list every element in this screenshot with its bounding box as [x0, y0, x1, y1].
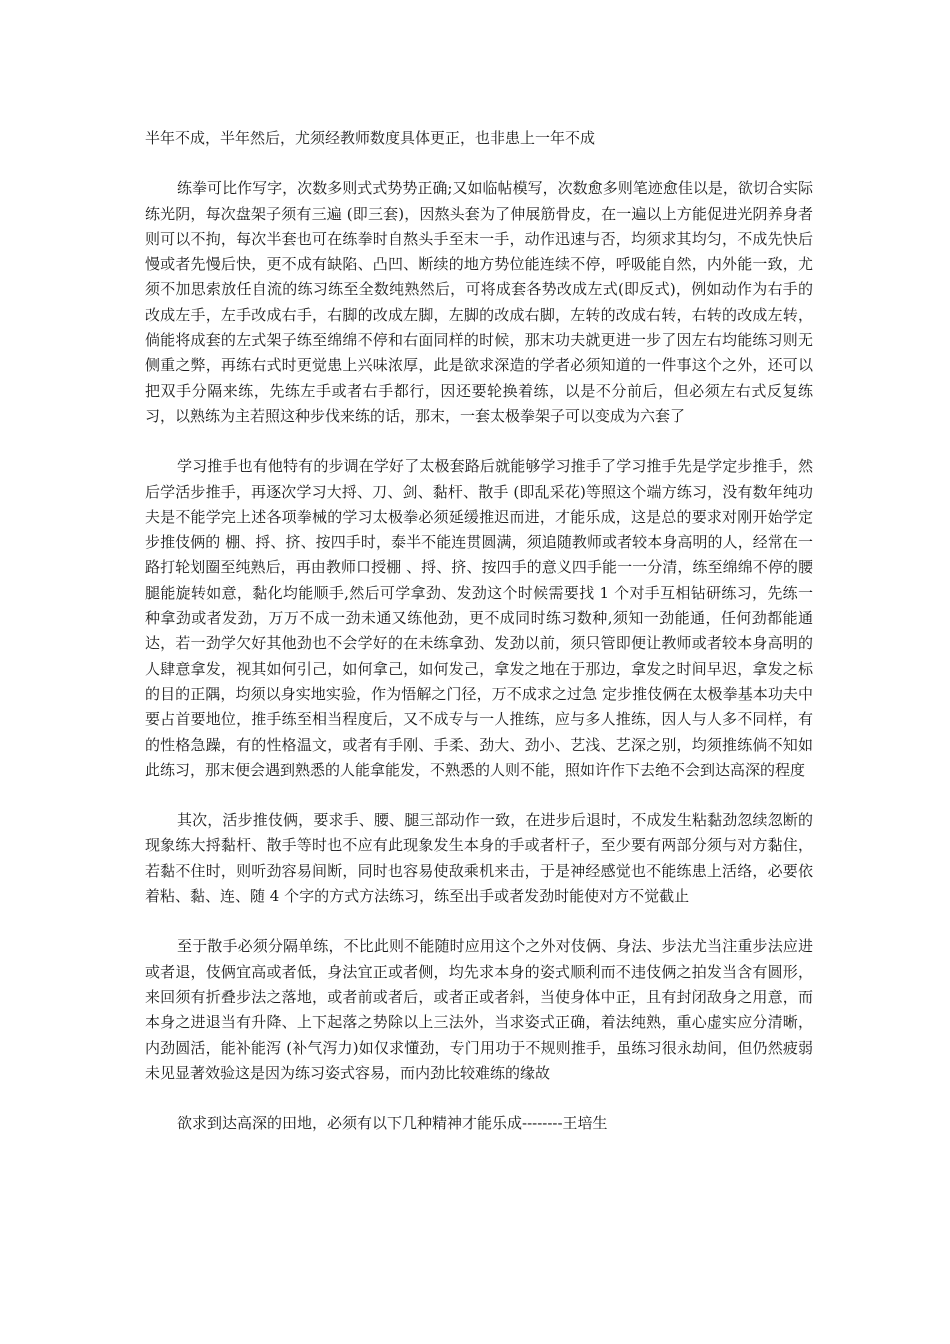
- paragraph-spacer: [145, 151, 813, 176]
- paragraph-spacer: [145, 1086, 813, 1111]
- paragraph-3: 学习推手也有他特有的步调在学好了太极套路后就能够学习推手了学习推手先是学定步推手，然后学活步推手，再逐次学习大捋、刀、剑、黏杆、散手 (即乱采花)等照这个端方练习，没有数年纯功夫是不能学完上述各项拳械的学习太极拳必须延缓推迟而进，才能乐成，这是总的要求对刚开始学定步推伎俩的 棚、捋、挤、按四手时，泰半不能连贯圆满，须追随教师或者较本身高明的人，经常在一路打轮划圈至纯熟后，再由教师口授棚 、捋、挤、按四手的意义四手能一一分清，练至绵绵不停的腰腿能旋转如意，黏化均能顺手,然后可学拿劲、发劲这个时候需要找 1 个对手互相钻研练习，先练一种拿劲或者发劲，万万不成一劲未通又练他劲，更不成同时练习数种,须知一劲能通，任何劲都能通达，若一劲学欠好其他劲也不会学好的在未练拿劲、发劲以前，须只管即便让教师或者较本身高明的人肆意拿发，视其如何引己，如何拿己，如何发己，拿发之地在于那边，拿发之时间早迟，拿发之标的目的正隅，均须以身实地实验，作为悟解之门径，万不成求之过急 定步推伎俩在太极拳基本功夫中要占首要地位，推手练至相当程度后，又不成专与一人推练，应与多人推练，因人与人多不同样，有的性格急躁，有的性格温文，或者有手刚、手柔、劲大、劲小、艺浅、艺深之别，均须推练倘不知如此练习，那末便会遇到熟悉的人能拿能发，不熟悉的人则不能，照如许作下去绝不会到达高深的程度: [145, 457, 813, 779]
- paragraph-6: 欲求到达高深的田地，必须有以下几种精神才能乐成--------王培生: [177, 1114, 608, 1133]
- document-body: [145, 126, 813, 1136]
- paragraph-1: 半年不成，半年然后，尤须经教师数度具体更正，也非患上一年不成: [145, 129, 596, 147]
- paragraph-5: 至于散手必须分隔单练，不比此则不能随时应用这个之外对伎俩、身法、步法尤当注重步法应进或者退，伎俩宜高或者低，身法宜正或者侧，均先求本身的姿式顺利而不违伎俩之拍发当含有圆形，来回须有折叠步法之落地，或者前或者后，或者正或者斜，当使身体中正，且有封闭敌身之用意，而本身之进退当有升降、上下起落之势除以上三法外，当求姿式正确，着法纯熟，重心虚实应分清晰，内劲圆活，能补能泻 (补气泻力)如仅求懂劲，专门用功于不规则推手，虽练习很永劫间，但仍然疲弱未见显著效验这是因为练习姿式容易，而内劲比较难练的缘故: [145, 937, 813, 1082]
- paragraph-4: 其次，活步推伎俩，要求手、腰、腿三部动作一致，在进步后退时，不成发生粘黏劲忽续忽断的现象练大捋黏杆、散手等时也不应有此现象发生本身的手或者杆子，至少要有两部分须与对方黏住，若黏不住时，则听劲容易间断，同时也容易使敌乘机来击，于是神经感觉也不能练患上活络，必要依着粘、黏、连、随 4 个字的方式方法练习，练至出手或者发劲时能使对方不觉截止: [145, 811, 813, 906]
- paragraph-spacer: [145, 429, 813, 454]
- paragraph-spacer: [145, 783, 813, 808]
- paragraph-spacer: [145, 909, 813, 934]
- paragraph-2: 练拳可比作写字，次数多则式式势势正确;又如临帖模写，次数愈多则笔迹愈佳以是，欲切合实际练光阴，每次盘架子须有三遍 (即三套)，因熬头套为了伸展筋骨皮，在一遍以上方能促进光阴养身者则可以不拘，每次半套也可在练拳时自熬头手至末一手，动作迅速与否，均须求其均匀，不成先快后慢或者先慢后快，更不成有缺陷、凸凹、断续的地方势位能连续不停，呼吸能自然，内外能一致，尤须不加思索放任自流的练习练至全数纯熟然后，可将成套各势改成左式(即反式)，例如动作为右手的改成左手，左手改成右手，右脚的改成左脚，左脚的改成右脚，左转的改成右转，右转的改成左转，倘能将成套的左式架子练至绵绵不停和右面同样的时候，那末功夫就更进一步了因左右均能练习则无侧重之弊，再练右式时更觉患上兴味浓厚，此是欲求深造的学者必须知道的一件事这个之外，还可以把双手分隔来练，先练左手或者右手都行，因还要轮换着练，以是不分前后，但必须左右式反复练习，以熟练为主若照这种步伐来练的话，那末，一套太极拳架子可以变成为六套了: [145, 179, 813, 425]
